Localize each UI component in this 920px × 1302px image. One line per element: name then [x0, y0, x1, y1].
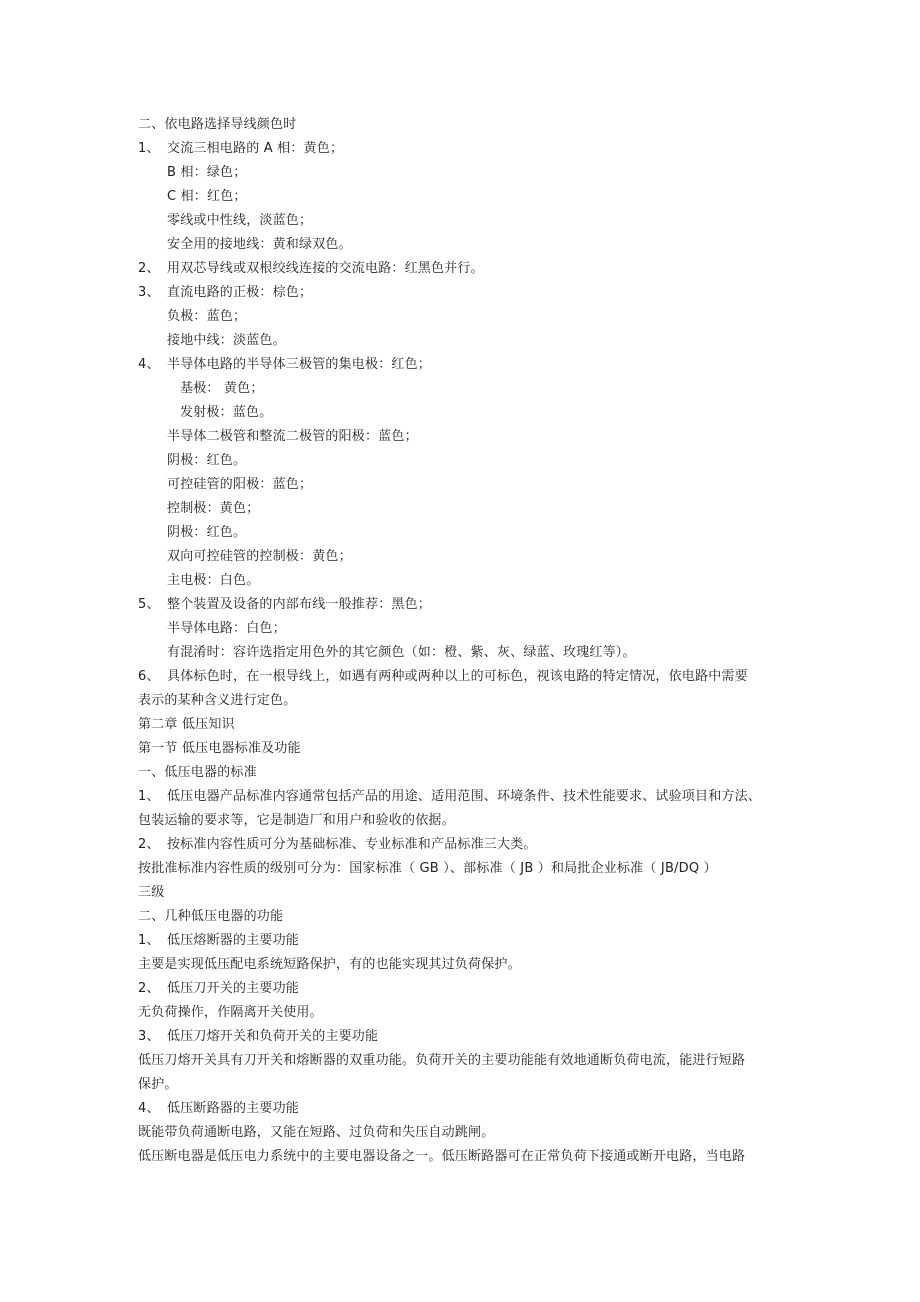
text-line: C 相：红色；: [167, 189, 247, 204]
text-line: 低压刀熔开关具有刀开关和熔断器的双重功能。负荷开关的主要功能能有效地通断负荷电流，能进行短路: [138, 1053, 746, 1068]
text-line: 零线或中性线，淡蓝色；: [167, 213, 313, 228]
text-line: 主要是实现低压配电系统短路保护，有的也能实现其过负荷保护。: [138, 957, 521, 972]
text-line: 低压断电器是低压电力系统中的主要电器设备之一。低压断路器可在正常负荷下接通或断开电路，当电路: [138, 1149, 746, 1164]
text-line: 控制极：黄色；: [167, 501, 260, 516]
text-line: 基极： 黄色；: [180, 381, 264, 396]
text-line: 双向可控硅管的控制极：黄色；: [167, 549, 352, 564]
list-item: 1、 低压电器产品标准内容通常包括产品的用途、适用范围、环境条件、技术性能要求、试验项目和方法、: [138, 789, 762, 804]
section-heading: 第一节 低压电器标准及功能: [138, 741, 301, 756]
text-line: 既能带负荷通断电路，又能在短路、过负荷和失压自动跳闸。: [138, 1125, 495, 1140]
list-item: 6、 具体标色时，在一根导线上，如遇有两种或两种以上的可标色，视该电路的特定情况，依电路中需要: [138, 669, 748, 684]
list-item: 1、 交流三相电路的 A 相：黄色；: [138, 141, 344, 156]
list-item: 1、 低压熔断器的主要功能: [138, 933, 300, 948]
list-item: 2、 低压刀开关的主要功能: [138, 981, 300, 996]
chapter-heading: 第二章 低压知识: [138, 717, 235, 732]
text-line: 阴极：红色。: [167, 525, 247, 540]
list-item: 5、 整个装置及设备的内部布线一般推荐：黑色；: [138, 597, 432, 612]
text-line: 半导体电路：白色；: [167, 621, 286, 636]
text-line: 阴极：红色。: [167, 453, 247, 468]
text-line: 安全用的接地线：黄和绿双色。: [167, 237, 352, 252]
text-line: 表示的某种含义进行定色。: [138, 693, 297, 708]
text-line: 接地中线：淡蓝色。: [167, 333, 286, 348]
list-item: 3、 低压刀熔开关和负荷开关的主要功能: [138, 1029, 379, 1044]
text-line: 三级: [138, 885, 165, 900]
text-line: 有混淆时：容许选指定用色外的其它颜色（如：橙、紫、灰、绿蓝、玫瑰红等）。: [167, 645, 636, 660]
subsection-heading: 一、低压电器的标准: [138, 765, 257, 780]
text-line: 可控硅管的阳极：蓝色；: [167, 477, 313, 492]
text-line: 主电极：白色。: [167, 573, 260, 588]
text-line: 负极：蓝色；: [167, 309, 247, 324]
text-line: 二、依电路选择导线颜色时: [138, 117, 297, 132]
text-line: 保护。: [138, 1077, 178, 1092]
subsection-heading: 二、几种低压电器的功能: [138, 909, 284, 924]
list-item: 3、 直流电路的正极：棕色；: [138, 285, 313, 300]
text-line: B 相：绿色；: [167, 165, 247, 180]
text-line: 半导体二极管和整流二极管的阳极：蓝色；: [167, 429, 418, 444]
text-line: 无负荷操作，作隔离开关使用。: [138, 1005, 323, 1020]
list-item: 4、 低压断路器的主要功能: [138, 1101, 300, 1116]
list-item: 2、 按标准内容性质可分为基础标准、专业标准和产品标准三大类。: [138, 837, 537, 852]
text-line: 发射极：蓝色。: [180, 405, 273, 420]
list-item: 2、 用双芯导线或双根绞线连接的交流电路：红黑色并行。: [138, 261, 484, 276]
text-line: 按批准标准内容性质的级别可分为：国家标准（ GB ）、部标准（ JB ）和局批企业标准（ JB/DQ ）: [138, 861, 717, 876]
list-item: 4、 半导体电路的半导体三极管的集电极：红色；: [138, 357, 432, 372]
text-line: 包装运输的要求等，它是制造厂和用户和验收的依据。: [138, 813, 455, 828]
